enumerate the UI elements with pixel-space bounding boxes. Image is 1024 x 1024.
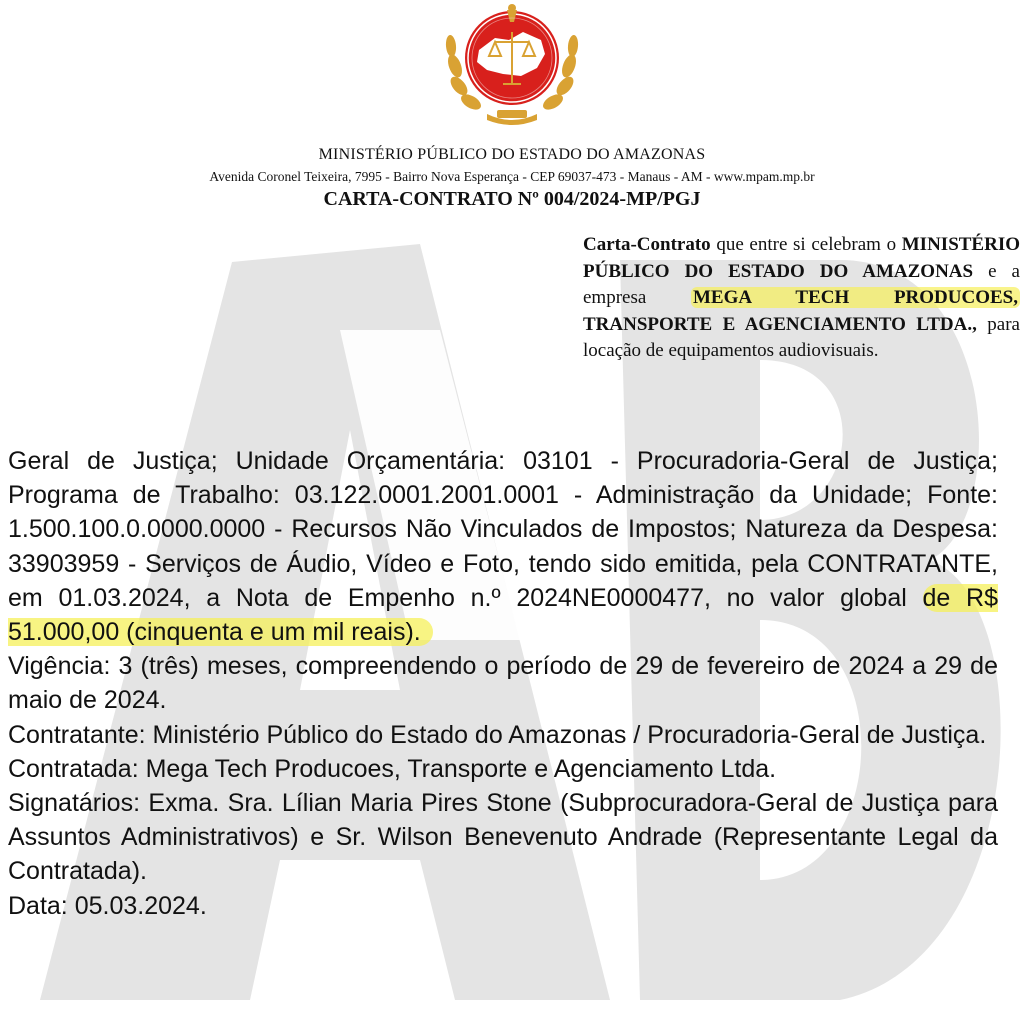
contratada-paragraph: Contratada: Mega Tech Producoes, Transporte e Agenciamento Ltda. (8, 754, 777, 783)
summary-text-1: que entre si celebram o (710, 234, 902, 255)
contract-body (8, 444, 998, 923)
seal-emblem (437, 2, 587, 130)
summary-company-name-highlight: MEGA TECH PRODUCOES, (693, 287, 1018, 309)
contratante-paragraph: Contratante: Ministério Público do Estado do Amazonas / Procuradoria-Geral de Justiça. (8, 720, 987, 749)
summary-contract-term: Carta-Contrato (583, 234, 711, 255)
summary-object: para locação de equipamentos audiovisuais. (583, 313, 1020, 362)
contract-summary (583, 232, 1020, 365)
date-paragraph: Data: 05.03.2024. (8, 891, 207, 920)
summary-contracting-party: MINISTÉRIO PÚBLICO DO ESTADO DO AMAZONAS (583, 234, 1020, 282)
organization-name: MINISTÉRIO PÚBLICO DO ESTADO DO AMAZONAS (318, 146, 706, 163)
contract-value-highlight: de R$ 51.000,00 (cinquenta e um mil reais). (8, 583, 998, 647)
document-title: CARTA-CONTRATO Nº 004/2024-MP/PGJ (323, 188, 701, 210)
budget-text: Geral de Justiça; Unidade Orçamentária: 03101 - Procuradoria-Geral de Justiça; Programa de Trabalho: 03.122.0001.2001.0001 - Administração da Unidade; Fonte: 1.500.100.0.0000.0000 - Recursos Não Vinculados de Impostos; Natureza da Despesa: 33903959 - Serviços de Áudio, Vídeo e Foto, tendo sido emitida, pela CONTRATANTE, em 01.03.2024, a Nota de Empenho n.º 2024NE0000477, no valor global (8, 447, 998, 612)
signatarios-paragraph: Signatários: Exma. Sra. Lílian Maria Pires Stone (Subprocuradora-Geral de Justiça para Assuntos Administrativos) e Sr. Wilson Benevenuto Andrade (Representante Legal da Contratada). (8, 789, 998, 886)
summary-text-2: e a empresa (583, 260, 1020, 309)
summary-company-name-rest: TRANSPORTE E AGENCIAMENTO LTDA., (583, 313, 977, 335)
budget-paragraph (8, 444, 998, 649)
vigencia-paragraph: Vigência: 3 (três) meses, compreendendo o período de 29 de fevereiro de 2024 a 29 de maio de 2024. (8, 652, 998, 715)
organization-address: Avenida Coronel Teixeira, 7995 - Bairro Nova Esperança - CEP 69037-473 - Manaus - AM - www.mpam.mp.br (209, 169, 815, 184)
